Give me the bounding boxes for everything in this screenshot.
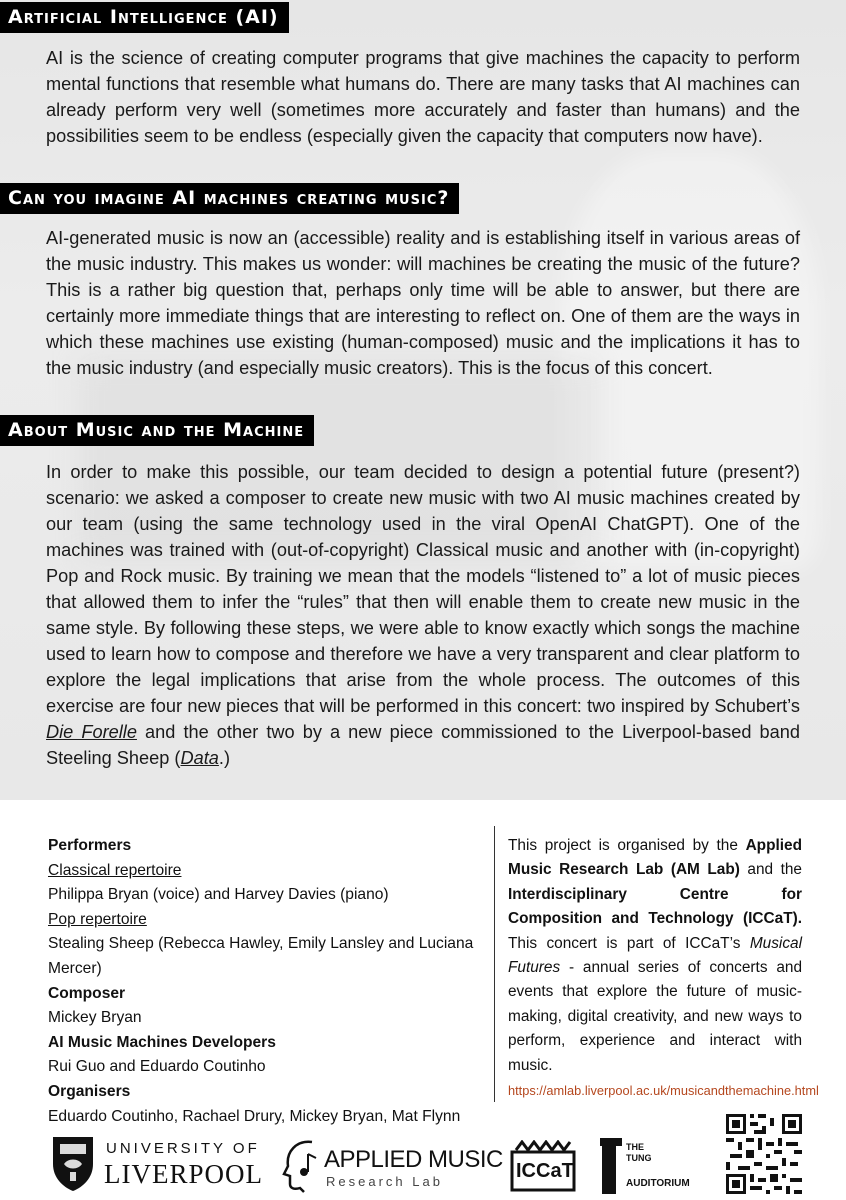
classical-names: Philippa Bryan (voice) and Harvey Davies (piano): [48, 886, 389, 904]
tung-line2: TUNG: [626, 1153, 652, 1163]
qr-code-icon: [724, 1112, 804, 1196]
uol-line2: LIVERPOOL: [104, 1159, 263, 1189]
heading-ai: Artificial Intelligence (AI): [0, 2, 289, 33]
paragraph-ai-music: AI-generated music is now an (accessible) reality and is establishing itself in various areas of the music industry. This makes us wonder: will machines be creating the music of the future? This is a rather big question that, perhaps only time will be able to answer, but there are certainly more immediate things that are interesting to reflect on. One of them are the ways in which these machines use existing (human-composed) music and the implications it has to the music industry (and especially music creators). This is the focus of this concert.: [46, 228, 800, 378]
title-data: Data: [180, 748, 219, 768]
pop-names: Stealing Sheep (Rebecca Hawley, Emily Lansley and Luciana Mercer): [48, 935, 474, 977]
organisers-names: Eduardo Coutinho, Rachael Drury, Mickey Bryan, Mat Flynn: [48, 1107, 461, 1125]
composer-name: Mickey Bryan: [48, 1009, 142, 1027]
composer-label: Composer: [48, 984, 126, 1002]
developers-label: AI Music Machines Developers: [48, 1033, 276, 1051]
heading-about: About Music and the Machine: [0, 415, 314, 446]
pop-label: Pop repertoire: [48, 910, 147, 928]
column-divider: [494, 826, 495, 1102]
head-music-icon: [282, 1138, 326, 1194]
organisers-label: Organisers: [48, 1082, 131, 1100]
tung-line3: AUDITORIUM: [626, 1178, 690, 1189]
developers-names: Rui Guo and Eduardo Coutinho: [48, 1058, 266, 1076]
pillar-icon: [600, 1138, 622, 1194]
tung-auditorium-logo: [600, 1138, 708, 1194]
project-url-link[interactable]: https://amlab.liverpool.ac.uk/musicandthemachine.html: [508, 1083, 819, 1098]
am-line1: APPLIED MUSIC: [324, 1146, 503, 1173]
iccat-label: ICCaT: [516, 1160, 574, 1182]
credits-column: [48, 834, 488, 1129]
am-line2: Research Lab: [326, 1174, 443, 1189]
musical-futures-title: Musical Futures: [508, 934, 802, 977]
paragraph-about: In order to make this possible, our team decided to design a potential future (present?) scenario: we asked a composer to create new music with two AI music machines created by our team (using the same technology used in the viral OpenAI ChatGPT). One of the machines was trained with (out-of-copyright) Classical music and another with (in-copyright) Pop and Rock music. By training we mean that the models “listened to” a lot of music pieces that allowed them to infer the “rules” that then will enable them to create new music in the same style. By following these steps, we were able to know exactly which songs the machine used to learn how to compose and therefore we have a very transparent and clear platform to explore the legal implications that arise from the whole process. The outcomes of this exercise are four new pieces that will be performed in this concert: two inspired by Schubert’s Die Forelle and the other two by a new piece commissioned to the Liverpool-based band Steeling Sheep (Data.): [46, 462, 801, 768]
performers-label: Performers: [48, 837, 132, 854]
paragraph-ai: AI is the science of creating computer programs that give machines the capacity to perform mental functions that resemble what humans do. There are many tasks that AI machines can already perform very well (sometimes more accurately and faster than humans) and the possibilities seem to be endless (especially given the capacity that computers now have).: [46, 48, 800, 146]
university-of-liverpool-logo: [50, 1134, 275, 1194]
tung-line1: THE: [626, 1142, 644, 1152]
uol-line1: UNIVERSITY OF: [106, 1140, 260, 1157]
qr-code[interactable]: [724, 1112, 804, 1196]
project-info: This project is organised by the Applied Music Research Lab (AM Lab) and the Interdisciplinary Centre for Composition and Technology (ICCaT). This concert is part of ICCaT’s Musical Futures - annual series of concerts and events that explore the future of music-making, digital creativity, and new ways to perform, experience and interact with music.: [508, 837, 802, 1074]
heading-ai-music: Can you imagine AI machines creating music?: [0, 183, 459, 214]
title-die-forelle: Die Forelle: [46, 722, 137, 742]
classical-label: Classical repertoire: [48, 861, 182, 879]
applied-music-logo: [282, 1138, 503, 1194]
shield-icon: [50, 1134, 96, 1192]
iccat-logo: [510, 1140, 576, 1192]
